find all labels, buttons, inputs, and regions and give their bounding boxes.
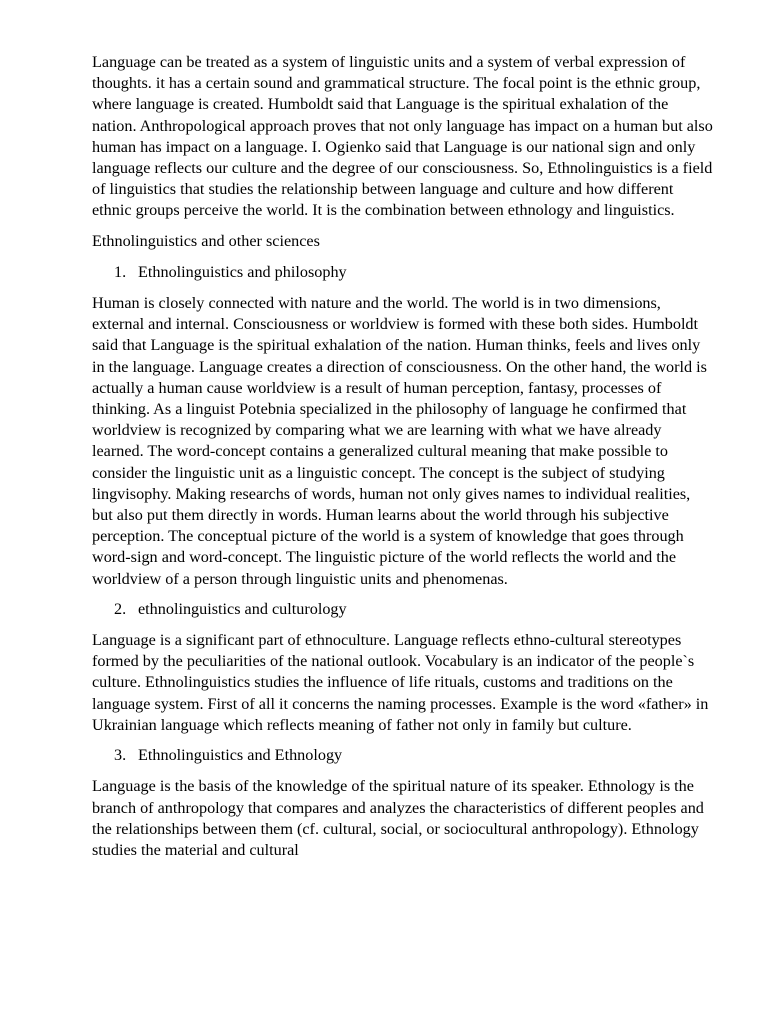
philosophy-paragraph: Human is closely connected with nature and the world. The world is in two dimensions, external and internal. Consciousness or worldview is formed with these both sides. Humboldt said that Language is the spiritual exhalation of the nation. Human thinks, feels and lives only in the language. Language creates a direction of consciousness. On the other hand, the world is actually a human cause worldview is a result of human perception, fantasy, processes of thinking. As a linguist Potebnia specialized in the philosophy of language he confirmed that worldview is recognized by comparing what we are learning with what we have already learned. The word-concept contains a generalized cultural meaning that make possible to consider the linguistic unit as a linguistic concept. The concept is the subject of studying lingvisophy. Making researchs of words, human not only gives names to individual realities, but also put them directly in words. Human learns about the world through his subjective perception. The conceptual picture of the world is a system of knowledge that goes through word-sign and word-concept. The linguistic picture of the world reflects the world and the worldview of a person through linguistic units and phenomenas. (92, 294, 707, 588)
list-number: 3. (114, 746, 127, 765)
culturology-paragraph: Language is a significant part of ethnoculture. Language reflects ethno-cultural stereotypes formed by the peculiarities of the national outlook. Vocabulary is an indicator of the people`s culture. Ethnolinguistics studies the influence of life rituals, customs and traditions on the language system. First of all it concerns the naming processes. Example is the word «father» in Ukrainian language which reflects meaning of father not only in family but culture. (92, 631, 709, 734)
list-heading-2 (114, 599, 714, 620)
list-heading-text: Ethnolinguistics and Ethnology (138, 746, 343, 765)
list-number: 2. (114, 599, 127, 618)
section-title: Ethnolinguistics and other sciences (92, 231, 320, 250)
list-heading-1 (114, 262, 714, 283)
list-heading-3 (114, 745, 714, 766)
list-heading-text: ethnolinguistics and culturology (138, 599, 347, 618)
list-heading-text: Ethnolinguistics and philosophy (138, 262, 347, 281)
ethnology-paragraph: Language is the basis of the knowledge of the spiritual nature of its speaker. Ethnology is the branch of anthropology that compares and analyzes the characteristics of different peoples and the relationships between them (cf. cultural, social, or sociocultural anthropology). Ethnology studies the material and cultural (92, 777, 704, 859)
document-body (92, 52, 714, 870)
intro-paragraph: Language can be treated as a system of linguistic units and a system of verbal expression of thoughts. it has a certain sound and grammatical structure. The focal point is the ethnic group, where language is created. Humboldt said that Language is the spiritual exhalation of the nation. Anthropological approach proves that not only language has impact on a human but also human has impact on a language. I. Ogienko said that Language is our national sign and only language reflects our culture and the degree of our consciousness. So, Ethnolinguistics is a field of linguistics that studies the relationship between language and culture and how different ethnic groups perceive the world. It is the combination between ethnology and linguistics. (92, 53, 713, 220)
list-number: 1. (114, 262, 127, 281)
